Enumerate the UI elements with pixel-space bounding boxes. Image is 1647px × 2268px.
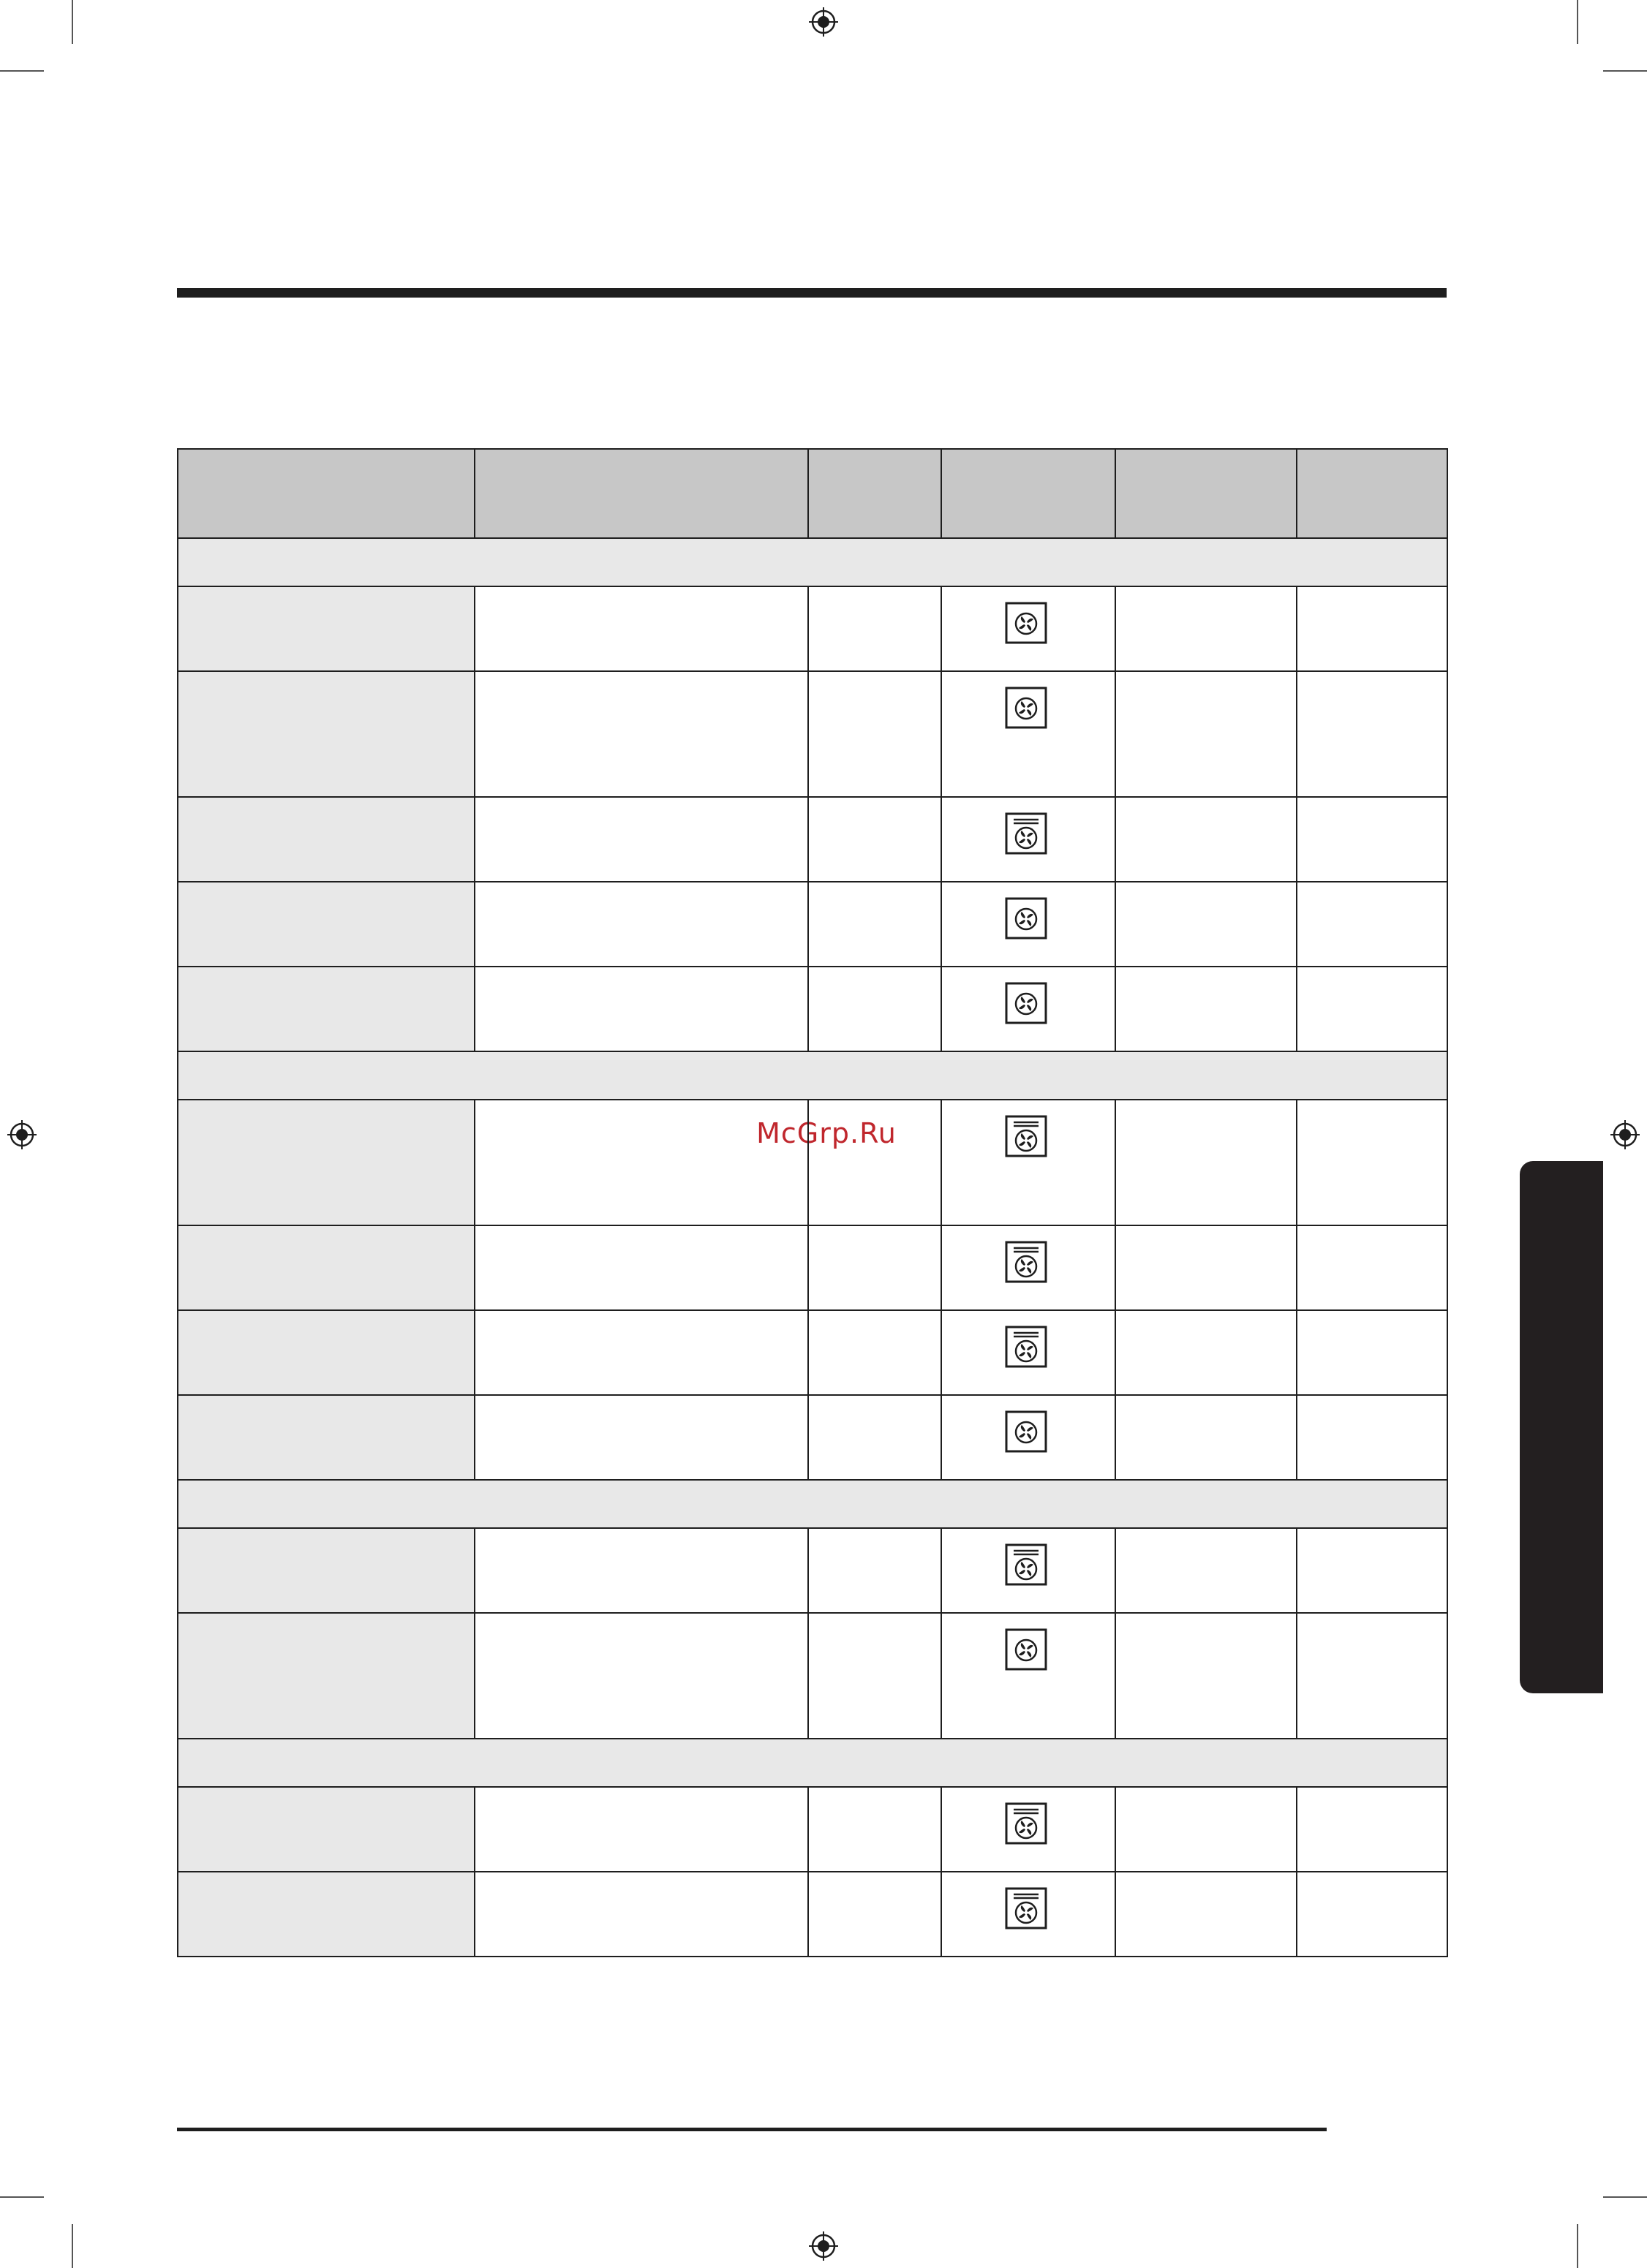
table-section-row [178,1051,1447,1100]
food-cell [178,1100,475,1225]
mode-cell [941,797,1115,882]
table-section-row [178,1739,1447,1787]
crop-mark [1603,2196,1647,2198]
registration-mark-icon [809,2231,838,2261]
time-cell [1297,1100,1447,1225]
crop-mark [0,2196,44,2198]
mode-cell [941,1310,1115,1395]
accessory-cell [475,967,808,1051]
temperature-cell [1115,586,1297,671]
accessory-cell [475,586,808,671]
shelf-level-cell [808,1872,941,1957]
table-row [178,967,1447,1051]
accessory-cell [475,1395,808,1480]
top-heat-fan-icon [1005,1241,1047,1283]
time-cell [1297,1787,1447,1872]
registration-mark-icon [1610,1120,1640,1149]
time-cell [1297,1225,1447,1310]
shelf-level-cell [808,797,941,882]
temperature-cell [1115,1225,1297,1310]
table-section-row [178,1480,1447,1528]
accessory-cell [475,882,808,967]
registration-mark-icon [7,1120,37,1149]
shelf-level-cell [808,586,941,671]
fan-icon [1005,897,1047,940]
shelf-level-cell [808,882,941,967]
table-row [178,1613,1447,1739]
time-cell [1297,1613,1447,1739]
header-cell [808,449,941,538]
food-cell [178,1310,475,1395]
accessory-cell [475,1225,808,1310]
header-cell [1115,449,1297,538]
mode-cell [941,1225,1115,1310]
shelf-level-cell [808,1787,941,1872]
food-cell [178,1225,475,1310]
top-heat-fan-icon [1005,1115,1047,1157]
table-row [178,1872,1447,1957]
crop-mark [0,70,44,72]
section-side-tab [1520,1161,1603,1693]
header-cell [941,449,1115,538]
temperature-cell [1115,671,1297,797]
shelf-level-cell [808,1613,941,1739]
food-cell [178,1787,475,1872]
table-row [178,1225,1447,1310]
cooking-table [177,448,1448,1957]
shelf-level-cell [808,671,941,797]
time-cell [1297,671,1447,797]
table-row [178,1787,1447,1872]
food-cell [178,1528,475,1613]
time-cell [1297,797,1447,882]
time-cell [1297,1310,1447,1395]
top-heat-fan-icon [1005,1326,1047,1368]
time-cell [1297,882,1447,967]
time-cell [1297,1528,1447,1613]
mode-cell [941,1100,1115,1225]
time-cell [1297,1395,1447,1480]
food-cell [178,586,475,671]
shelf-level-cell [808,1310,941,1395]
top-heat-fan-icon [1005,1887,1047,1929]
table-row [178,1100,1447,1225]
accessory-cell [475,1528,808,1613]
top-rule [177,288,1447,298]
shelf-level-cell [808,1225,941,1310]
time-cell [1297,1872,1447,1957]
accessory-cell [475,671,808,797]
food-cell [178,1613,475,1739]
temperature-cell [1115,1528,1297,1613]
temperature-cell [1115,967,1297,1051]
section-cell [178,538,1447,586]
mode-cell [941,1395,1115,1480]
header-cell [1297,449,1447,538]
temperature-cell [1115,1395,1297,1480]
fan-icon [1005,982,1047,1024]
section-cell [178,1051,1447,1100]
food-cell [178,1872,475,1957]
temperature-cell [1115,797,1297,882]
fan-icon [1005,602,1047,644]
shelf-level-cell [808,1395,941,1480]
mode-cell [941,1613,1115,1739]
table-section-row [178,538,1447,586]
crop-mark [1603,70,1647,72]
food-cell [178,1395,475,1480]
accessory-cell [475,1787,808,1872]
table-row [178,586,1447,671]
crop-mark [1577,2224,1578,2268]
header-cell [475,449,808,538]
mode-cell [941,1528,1115,1613]
temperature-cell [1115,1872,1297,1957]
mode-cell [941,671,1115,797]
time-cell [1297,586,1447,671]
table-row [178,882,1447,967]
section-cell [178,1480,1447,1528]
mode-cell [941,586,1115,671]
accessory-cell [475,797,808,882]
top-heat-fan-icon [1005,812,1047,855]
accessory-cell [475,1310,808,1395]
fan-icon [1005,1628,1047,1671]
temperature-cell [1115,1100,1297,1225]
top-heat-fan-icon [1005,1802,1047,1845]
section-cell [178,1739,1447,1787]
table-row [178,797,1447,882]
crop-mark [72,0,73,44]
accessory-cell [475,1613,808,1739]
food-cell [178,671,475,797]
registration-mark-icon [809,7,838,37]
fan-icon [1005,687,1047,729]
top-heat-fan-icon [1005,1543,1047,1586]
food-cell [178,797,475,882]
food-cell [178,967,475,1051]
food-cell [178,882,475,967]
shelf-level-cell [808,967,941,1051]
mode-cell [941,882,1115,967]
table-row [178,1528,1447,1613]
crop-mark [72,2224,73,2268]
mode-cell [941,1787,1115,1872]
temperature-cell [1115,1787,1297,1872]
mode-cell [941,967,1115,1051]
crop-mark [1577,0,1578,44]
temperature-cell [1115,1310,1297,1395]
bottom-rule [177,2128,1327,2131]
table-header-row [178,449,1447,538]
watermark: McGrp.Ru [756,1117,897,1149]
time-cell [1297,967,1447,1051]
temperature-cell [1115,882,1297,967]
accessory-cell [475,1872,808,1957]
shelf-level-cell [808,1100,941,1225]
temperature-cell [1115,1613,1297,1739]
shelf-level-cell [808,1528,941,1613]
table-row [178,671,1447,797]
table-row [178,1395,1447,1480]
table-row [178,1310,1447,1395]
cooking-table-body [178,449,1447,1957]
mode-cell [941,1872,1115,1957]
accessory-cell [475,1100,808,1225]
fan-icon [1005,1410,1047,1453]
header-cell [178,449,475,538]
